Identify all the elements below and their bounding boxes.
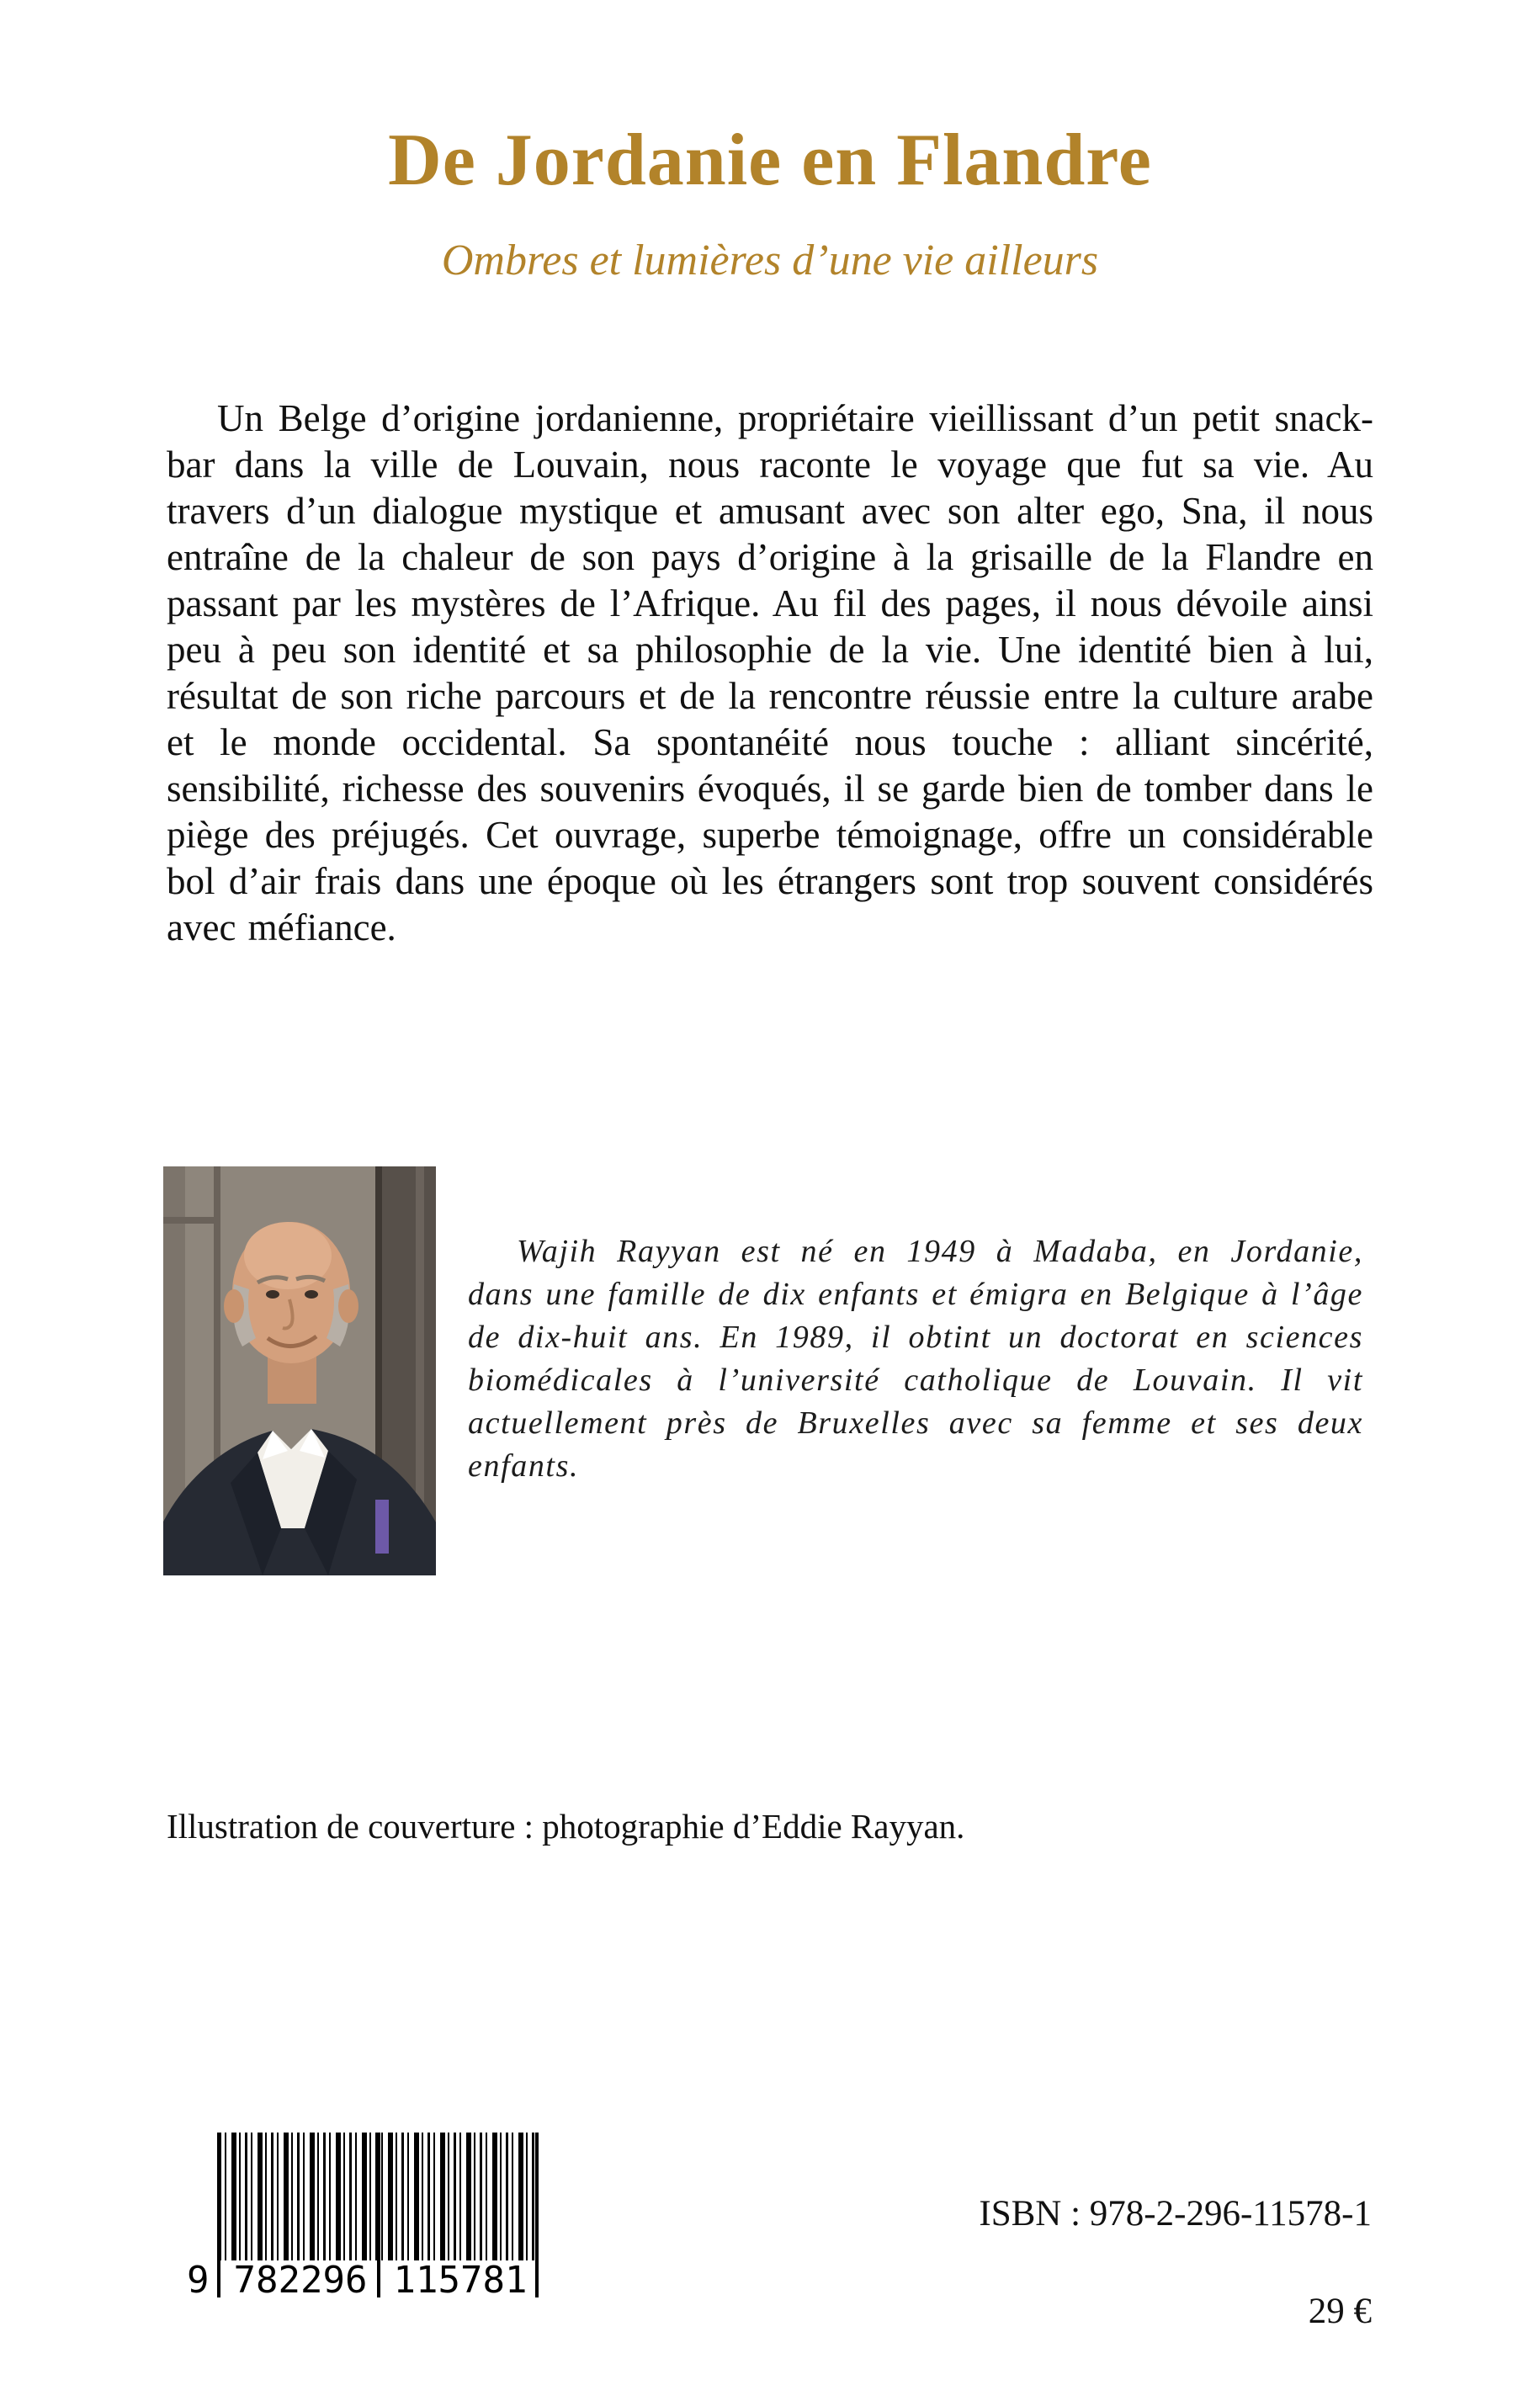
author-bio: Wajih Rayyan est né en 1949 à Madaba, en Jordanie, dans une famille de dix enfants et émigra en Belgique à l’âge de dix-huit ans. En 1989, il obtint un doctorat en sciences biomédicales à l’université catholique de Louvain. Il vit actuellement près de Bruxelles avec sa femme et ses deux enfants.: [468, 1234, 1363, 1484]
barcode-digit-group-1: 782296: [233, 2259, 368, 2302]
book-subtitle: Ombres et lumières d’une vie ailleurs: [441, 236, 1099, 284]
barcode: [187, 2133, 540, 2326]
price-label: 29 €: [1308, 2292, 1372, 2331]
isbn-label: ISBN : 978-2-296-11578-1: [979, 2194, 1372, 2234]
author-photo: [163, 1166, 436, 1575]
barcode-digit-left: 9: [187, 2259, 210, 2302]
author-photo-illustration: [163, 1166, 436, 1575]
cover-illustration-credit: Illustration de couverture : photographie d’Eddie Rayyan.: [167, 1807, 965, 1846]
barcode-digit-group-2: 115781: [393, 2259, 528, 2302]
synopsis-paragraph: Un Belge d’origine jordanienne, propriétaire vieillissant d’un petit snack-bar dans la ville de Louvain, nous raconte le voyage que fut sa vie. Au travers d’un dialogue mystique et amusant avec son alter ego, Sna, il nous entraîne de la chaleur de son pays d’origine à la grisaille de la Flandre en passant par les mystères de l’Afrique. Au fil des pages, il nous dévoile ainsi peu à peu son identité et sa philosophie de la vie. Une identité bien à lui, résultat de son riche parcours et de la rencontre réussie entre la culture arabe et le monde occidental. Sa spontanéité nous touche : alliant sincérité, sensibilité, richesse des souvenirs évoqués, il se garde bien de tomber dans le piège des préjugés. Cet ouvrage, superbe témoignage, offre un considérable bol d’air frais dans une époque où les étrangers sont trop souvent considérés avec méfiance.: [167, 397, 1373, 948]
barcode-digits: [187, 2259, 540, 2302]
book-title: De Jordanie en Flandre: [388, 120, 1152, 201]
